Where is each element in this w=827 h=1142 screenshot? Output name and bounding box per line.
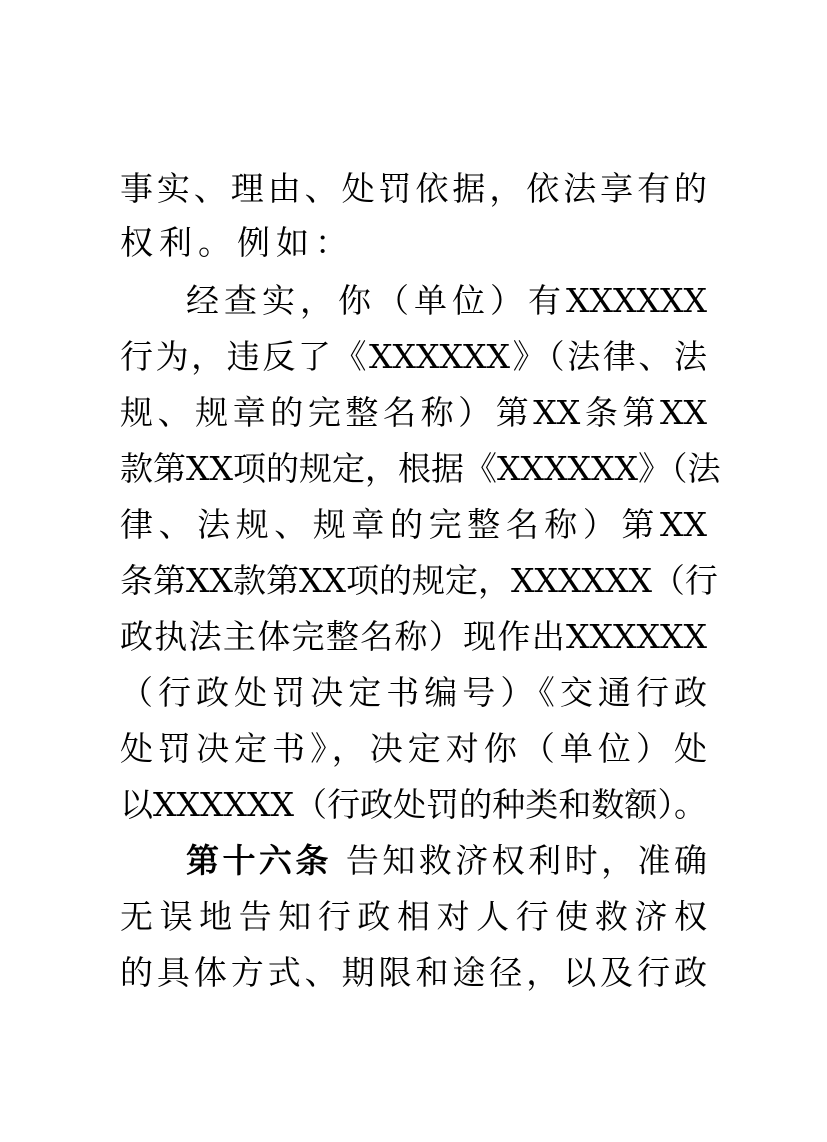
text-line: 条第XX款第XX项的规定，XXXXXX（行 — [120, 561, 718, 600]
text-line: 款第XX项的规定，根据《XXXXXX》（法 — [120, 449, 721, 488]
text-line: 无误地告知行政相对人行使救济权 — [120, 897, 707, 936]
article-heading: 第十六条 — [186, 841, 332, 880]
text-line: 权利。例如： — [120, 223, 354, 262]
text-line: 经查实，你（单位）有XXXXXX — [186, 281, 707, 320]
text-line: 处罚决定书》，决定对你（单位）处 — [120, 729, 707, 768]
text-line: 律、法规、规章的完整名称）第XX — [120, 505, 707, 544]
text-line: 行为，违反了《XXXXXX》（法律、法 — [120, 337, 707, 376]
text-line: 事实、理由、处罚依据，依法享有的 — [120, 169, 707, 208]
article-16-first-line — [186, 834, 707, 888]
text-line: 以XXXXXX（行政处罚的种类和数额）。 — [120, 785, 707, 824]
text-line: 规、规章的完整名称）第XX条第XX — [120, 393, 707, 432]
text-line: 政执法主体完整名称）现作出XXXXXX — [120, 617, 707, 656]
article-text: 告知救济权利时，准确 — [345, 841, 708, 880]
text-line: 的具体方式、期限和途径，以及行政 — [120, 953, 707, 992]
text-line: （行政处罚决定书编号）《交通行政 — [120, 673, 707, 712]
